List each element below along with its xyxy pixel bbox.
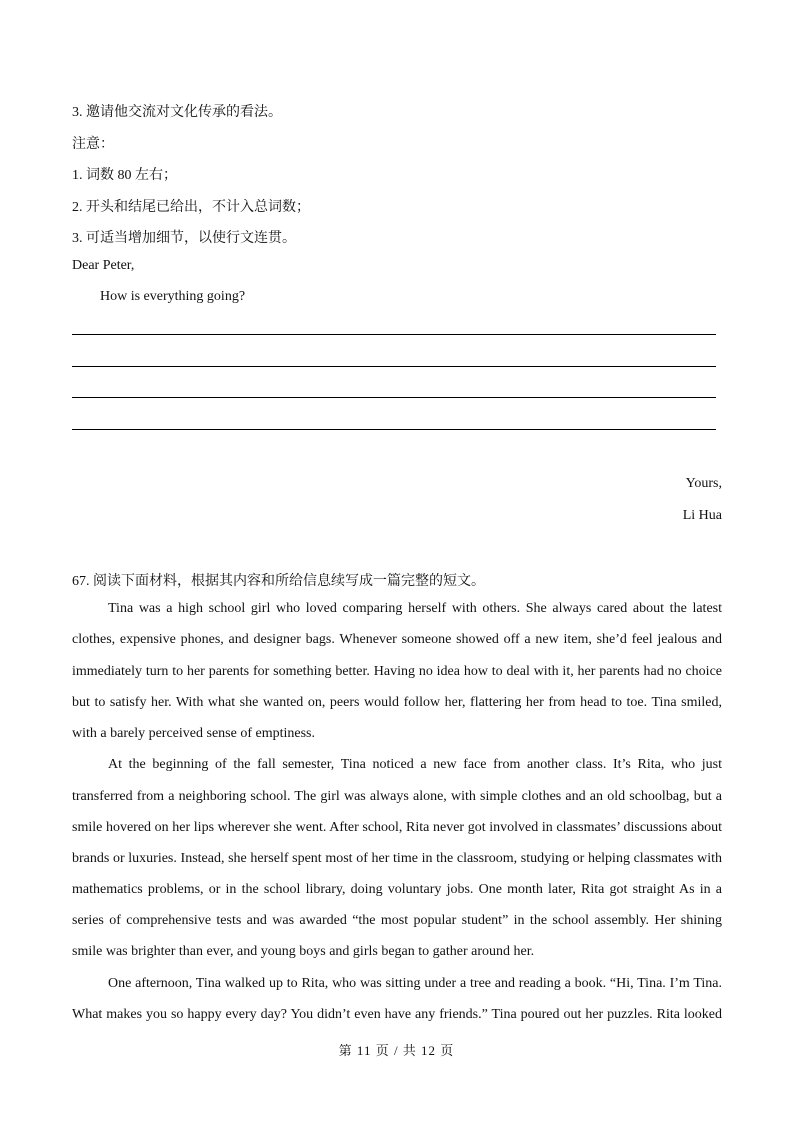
letter-closing: Yours, [685, 476, 722, 491]
letter-greeting: Dear Peter, [72, 258, 135, 273]
passage-line: immediately turn to her parents for something better. Having no idea how to deal with it, her parents had no choice [72, 664, 722, 679]
writing-line [72, 397, 716, 398]
note-item-2: 2. 开头和结尾已给出，不计入总词数； [72, 200, 310, 215]
passage-line: What makes you so happy every day? You didn’t even have any friends.” Tina poured out her puzzles. Rita looked [72, 1007, 722, 1022]
question-67-prompt: 67. 阅读下面材料，根据其内容和所给信息续写成一篇完整的短文。 [72, 574, 485, 589]
passage-line: transferred from a neighboring school. The girl was always alone, with simple clothes and an old schoolbag, but a [72, 789, 722, 804]
passage-line: smile hovered on her lips wherever she went. After school, Rita never got involved in classmates’ discussions about [72, 820, 722, 835]
passage-line: brands or luxuries. Instead, she herself spent most of her time in the classroom, studying or helping classmates with [72, 851, 722, 866]
note-label: 注意： [72, 137, 114, 152]
passage-line: mathematics problems, or in the school library, doing voluntary jobs. One month later, Rita got straight As in a [72, 882, 722, 897]
letter-signature: Li Hua [682, 508, 722, 523]
passage-line: but to satisfy her. With what she wanted on, peers would follow her, flattering her from head to toe. Tina smiled, [72, 695, 722, 710]
task-item-3: 3. 邀请他交流对文化传承的看法。 [72, 105, 282, 120]
page-footer: 第 11 页 / 共 12 页 [338, 1043, 455, 1058]
letter-opening: How is everything going? [100, 289, 246, 304]
passage-line: with a barely perceived sense of emptiness. [72, 726, 315, 741]
writing-line [72, 429, 716, 430]
writing-line [72, 334, 716, 335]
passage-line: series of comprehensive tests and was awarded “the most popular student” in the school assembly. Her shining [72, 913, 722, 928]
passage-line: At the beginning of the fall semester, Tina noticed a new face from another class. It’s Rita, who just [108, 757, 722, 772]
passage-line: clothes, expensive phones, and designer bags. Whenever someone showed off a new item, she’d feel jealous and [72, 632, 722, 647]
note-item-1: 1. 词数 80 左右； [72, 168, 177, 183]
passage-line: smile was brighter than ever, and young boys and girls began to gather around her. [72, 944, 535, 959]
passage-line: Tina was a high school girl who loved comparing herself with others. She always cared about the latest [108, 601, 722, 616]
passage-line: One afternoon, Tina walked up to Rita, who was sitting under a tree and reading a book. “Hi, Tina. I’m Tina. [108, 976, 722, 991]
note-item-3: 3. 可适当增加细节，以使行文连贯。 [72, 231, 296, 246]
writing-line [72, 366, 716, 367]
